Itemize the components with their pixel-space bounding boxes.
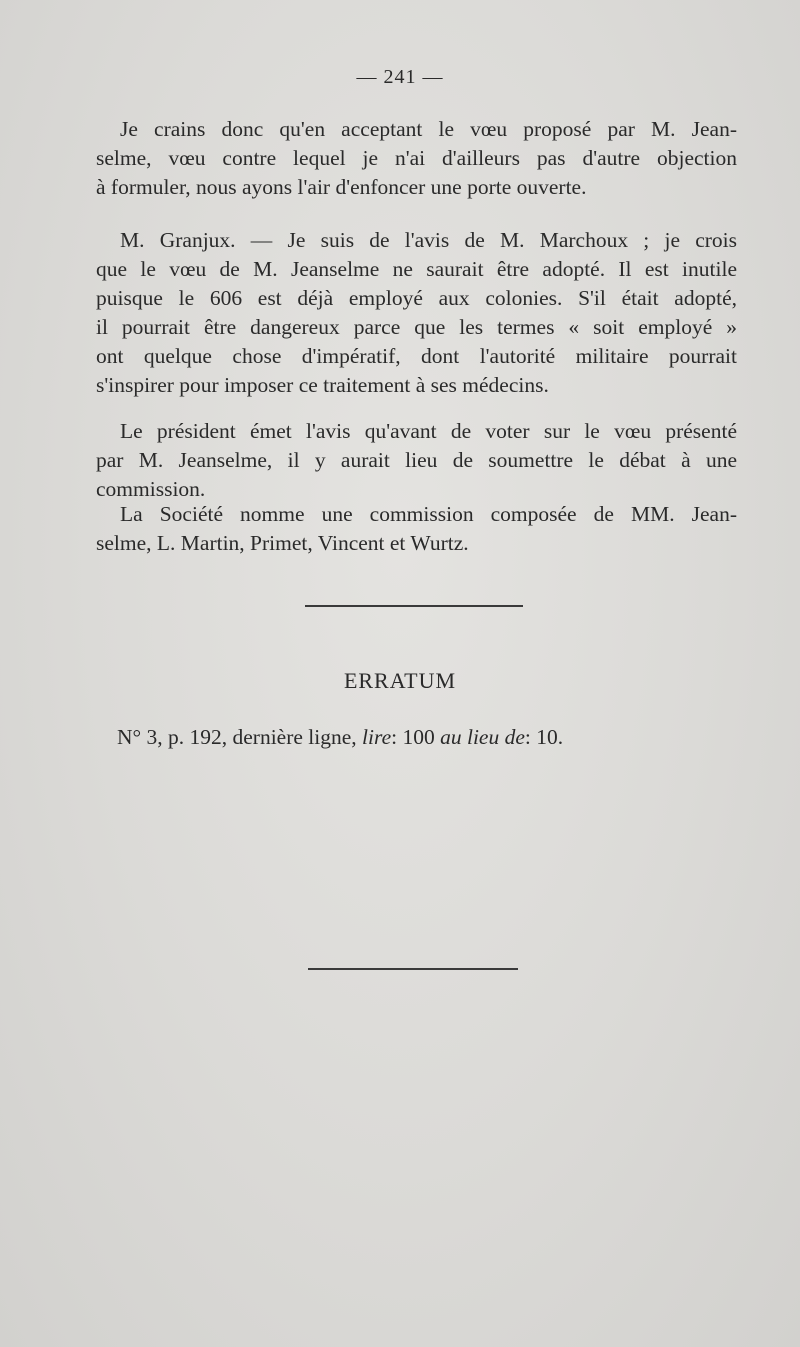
section-divider-2 <box>308 968 518 970</box>
paragraph-2-line-2: que le vœu de M. Jeanselme ne saurait être adopté. Il est inutile <box>96 257 737 281</box>
paragraph-1-line-2: selme, vœu contre lequel je n'ai d'ailleurs pas d'autre objection <box>96 146 737 170</box>
paragraph-2-line-4: il pourrait être dangereux parce que les termes « soit employé » <box>96 315 737 339</box>
paragraph-3 <box>96 417 737 504</box>
erratum-lire-label: lire <box>362 725 392 749</box>
page-number: — 241 — <box>356 66 444 88</box>
paragraph-2-line-5: ont quelque chose d'impératif, dont l'autorité militaire pourrait <box>96 344 737 368</box>
erratum-title: ERRATUM <box>343 668 457 693</box>
erratum-text <box>117 723 563 752</box>
paragraph-3-line-1: Le président émet l'avis qu'avant de voter sur le vœu présenté <box>120 419 737 443</box>
erratum-au-lieu-de-label: au lieu de <box>440 725 525 749</box>
paragraph-4 <box>96 500 737 558</box>
erratum-correct-value: : 100 <box>391 725 435 749</box>
paragraph-4-line-2: selme, L. Martin, Primet, Vincent et Wurtz. <box>96 531 469 555</box>
paragraph-2-line-6: s'inspirer pour imposer ce traitement à ses médecins. <box>96 373 549 397</box>
paragraph-2-line-3: puisque le 606 est déjà employé aux colonies. S'il était adopté, <box>96 286 737 310</box>
paragraph-3-line-3: commission. <box>96 477 206 501</box>
paragraph-2-line-1: M. Granjux. — Je suis de l'avis de M. Marchoux ; je crois <box>120 228 737 252</box>
paragraph-1 <box>96 115 737 202</box>
paragraph-1-line-1: Je crains donc qu'en acceptant le vœu proposé par M. Jean- <box>120 117 737 141</box>
section-divider-1 <box>305 605 523 607</box>
erratum-wrong-value: : 10. <box>524 725 564 749</box>
paragraph-2 <box>96 226 737 400</box>
erratum-reference: N° 3, p. 192, dernière ligne, <box>117 725 357 749</box>
paragraph-1-line-3: à formuler, nous ayons l'air d'enfoncer une porte ouverte. <box>96 175 587 199</box>
paragraph-3-line-2: par M. Jeanselme, il y aurait lieu de soumettre le débat à une <box>96 448 737 472</box>
paragraph-4-line-1: La Société nomme une commission composée de MM. Jean- <box>120 502 737 526</box>
